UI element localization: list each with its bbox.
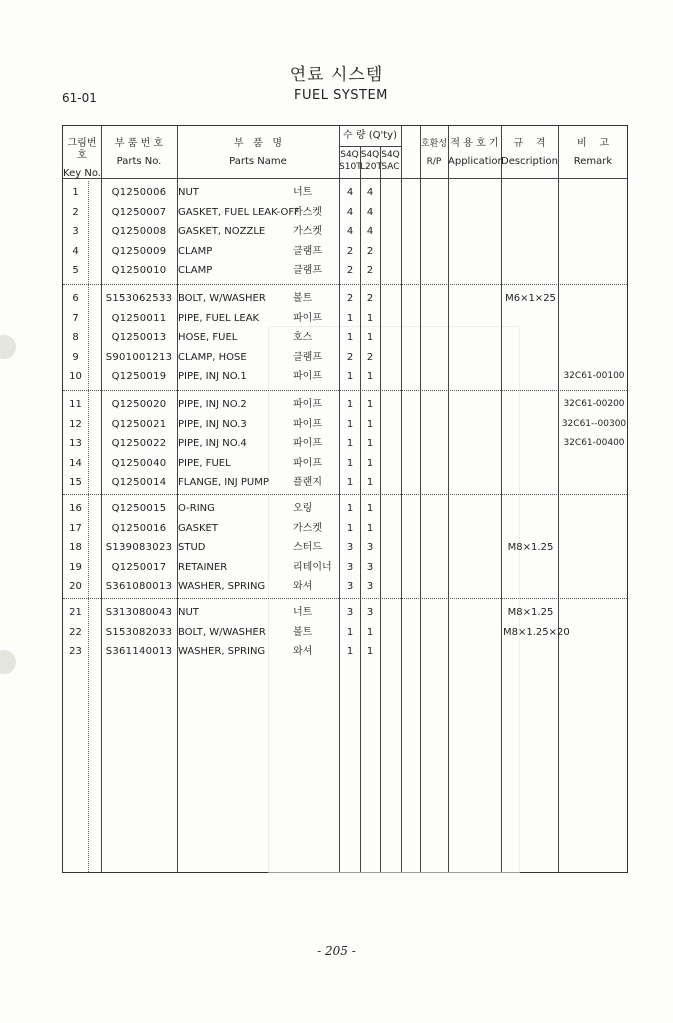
part-name-korean: 파이프 — [293, 457, 322, 469]
qty-l20t: 3 — [366, 542, 374, 554]
part-name: GASKET, NOZZLE — [178, 226, 266, 238]
page-title-korean: 연료 시스템 — [289, 65, 384, 85]
table-row — [63, 261, 627, 280]
part-name-korean: 너트 — [293, 607, 313, 618]
description: M8×1.25×20 — [503, 626, 570, 638]
key-no: 11 — [69, 399, 82, 410]
qty-s10t: 1 — [346, 477, 354, 489]
header-application: 적 용 호 기 Application — [448, 138, 504, 167]
key-no: 7 — [72, 312, 79, 324]
part-number: Q1250007 — [111, 206, 167, 218]
qty-s10t: 2 — [346, 293, 354, 304]
qty-l20t: 1 — [366, 522, 374, 534]
qty-s10t: 2 — [346, 265, 354, 277]
part-number: Q1250014 — [111, 477, 167, 489]
qty-l20t: 3 — [366, 561, 374, 573]
part-name-korean: 파이프 — [293, 418, 322, 430]
remark: 32C61-00200 — [563, 399, 625, 409]
part-name-korean: 너트 — [293, 187, 313, 198]
part-name-korean: 가스켓 — [293, 226, 322, 238]
key-no: 5 — [72, 265, 79, 277]
qty-s10t: 1 — [346, 626, 354, 638]
part-name-korean: 와셔 — [293, 646, 313, 658]
part-number: S361140013 — [105, 646, 173, 658]
header-parts-name: 부 품 명 Parts Name — [229, 138, 287, 167]
part-name: FLANGE, INJ PUMP — [178, 477, 269, 489]
part-name-korean: 와셔 — [293, 581, 313, 593]
qty-l20t: 1 — [366, 503, 374, 514]
qty-l20t: 1 — [366, 371, 374, 383]
part-number: Q1250011 — [111, 312, 167, 324]
table-row — [63, 434, 627, 453]
part-name: O-RING — [178, 503, 215, 514]
key-no: 23 — [69, 646, 82, 658]
part-name-korean: 클램프 — [293, 245, 322, 257]
part-name: RETAINER — [178, 561, 228, 573]
part-name: PIPE, INJ NO.3 — [178, 418, 247, 430]
qty-l20t: 2 — [366, 265, 374, 277]
part-name: GASKET — [178, 522, 218, 534]
part-name: PIPE, INJ NO.1 — [178, 371, 247, 383]
header-parts-no: 부 품 번 호 Parts No. — [114, 138, 164, 167]
part-number: S153062533 — [105, 293, 173, 304]
header-rp: 호환성 R/P — [420, 139, 448, 167]
part-name-korean: 가스켓 — [293, 206, 322, 218]
part-name: CLAMP — [178, 245, 213, 257]
remark: 32C61--00300 — [561, 418, 627, 429]
qty-l20t: 1 — [366, 457, 374, 469]
table-row — [63, 309, 627, 328]
part-number: Q1250010 — [111, 265, 167, 277]
table-row — [63, 623, 627, 642]
part-name-korean: 가스켓 — [293, 522, 322, 534]
qty-s10t: 1 — [346, 522, 354, 534]
qty-s10t: 3 — [346, 542, 354, 554]
table-row — [63, 519, 627, 538]
part-name-korean: 파이프 — [293, 399, 322, 410]
qty-l20t: 1 — [366, 312, 374, 324]
part-number: S901001213 — [105, 351, 173, 363]
key-no: 21 — [69, 607, 82, 618]
part-number: Q1250040 — [111, 457, 167, 469]
qty-l20t: 2 — [366, 245, 374, 257]
part-name-korean: 파이프 — [293, 371, 322, 383]
key-no: 15 — [69, 477, 82, 489]
table-row — [63, 289, 627, 308]
part-number: Q1250015 — [111, 503, 167, 514]
table-row — [63, 577, 627, 596]
punch-hole-bottom — [0, 650, 16, 674]
qty-s10t: 1 — [346, 399, 354, 410]
qty-s10t: 1 — [346, 371, 354, 383]
key-no: 20 — [69, 581, 82, 593]
header-key-no: 그림번호 Key No. — [63, 138, 101, 179]
table-row — [63, 454, 627, 473]
table-row — [63, 328, 627, 347]
part-number: S153082033 — [105, 626, 173, 638]
description: M6×1×25 — [505, 293, 556, 304]
key-no: 22 — [69, 626, 82, 638]
part-name: GASKET, FUEL LEAK-OFF — [178, 206, 300, 218]
part-number: Q1250021 — [111, 418, 167, 430]
description: M8×1.25 — [507, 607, 554, 618]
part-number: Q1250017 — [111, 561, 167, 573]
table-row — [63, 395, 627, 414]
table-row — [63, 642, 627, 661]
key-no: 19 — [69, 561, 82, 573]
part-number: Q1250013 — [111, 332, 167, 344]
key-no: 3 — [72, 226, 79, 238]
page-title-english: FUEL SYSTEM — [294, 88, 388, 103]
part-name: WASHER, SPRING — [178, 581, 266, 593]
part-name: CLAMP — [178, 265, 213, 277]
part-name: BOLT, W/WASHER — [178, 293, 266, 304]
table-row — [63, 538, 627, 557]
qty-s10t: 1 — [346, 646, 354, 658]
qty-l20t: 4 — [366, 187, 374, 198]
part-name-korean: 클램프 — [293, 265, 322, 277]
key-no: 10 — [69, 371, 82, 383]
qty-s10t: 2 — [346, 245, 354, 257]
part-name: NUT — [178, 187, 199, 198]
qty-l20t: 1 — [366, 399, 374, 410]
qty-s10t: 2 — [346, 351, 354, 363]
qty-l20t: 2 — [366, 351, 374, 363]
table-row — [63, 473, 627, 492]
key-no: 4 — [72, 245, 79, 257]
part-name-korean: 파이프 — [293, 312, 322, 324]
part-name: NUT — [178, 607, 199, 618]
part-name-korean: 스터드 — [293, 542, 322, 554]
key-no: 17 — [69, 522, 82, 534]
header-remark: 비 고 Remark — [573, 138, 613, 167]
table-row — [63, 222, 627, 241]
part-name: CLAMP, HOSE — [178, 351, 247, 363]
qty-l20t: 1 — [366, 438, 374, 450]
part-name-korean: 리테이너 — [293, 561, 332, 573]
part-number: Q1250009 — [111, 245, 167, 257]
qty-s10t: 3 — [346, 607, 354, 618]
qty-l20t: 1 — [366, 332, 374, 344]
part-name-korean: 파이프 — [293, 438, 322, 450]
part-number: Q1250008 — [111, 226, 167, 238]
table-row — [63, 499, 627, 518]
header-qty-s10t: S4Q S10T — [339, 150, 362, 172]
part-name-korean: 볼트 — [293, 626, 313, 638]
part-number: S313080043 — [105, 607, 173, 618]
part-number: S361080013 — [105, 581, 173, 593]
part-number: Q1250020 — [111, 399, 167, 410]
part-name: STUD — [178, 542, 206, 554]
part-name: BOLT, W/WASHER — [178, 626, 266, 638]
qty-s10t: 4 — [346, 206, 354, 218]
table-row — [63, 367, 627, 386]
part-number: S139083023 — [105, 542, 173, 554]
key-no: 6 — [72, 293, 79, 304]
punch-hole-top — [0, 335, 16, 359]
part-name-korean: 호스 — [293, 332, 313, 344]
header-qty-sac: S4Q SAC — [381, 150, 400, 172]
part-name: WASHER, SPRING — [178, 646, 266, 658]
qty-s10t: 1 — [346, 457, 354, 469]
part-number: Q1250006 — [111, 187, 167, 198]
part-name: PIPE, INJ NO.4 — [178, 438, 247, 450]
part-name-korean: 오링 — [293, 503, 313, 514]
part-number: Q1250019 — [111, 371, 167, 383]
remark: 32C61-00400 — [563, 438, 625, 449]
qty-s10t: 3 — [346, 581, 354, 593]
table-row — [63, 203, 627, 222]
header-qty-l20t: S4Q L20T — [360, 150, 382, 172]
part-number: Q1250022 — [111, 438, 167, 450]
key-no: 9 — [72, 351, 79, 363]
key-no: 1 — [72, 187, 79, 198]
qty-s10t: 1 — [346, 312, 354, 324]
key-no: 8 — [72, 332, 79, 344]
qty-l20t: 1 — [366, 477, 374, 489]
part-name-korean: 볼트 — [293, 293, 313, 304]
table-row — [63, 603, 627, 622]
key-no: 16 — [69, 503, 82, 514]
qty-s10t: 3 — [346, 561, 354, 573]
part-name-korean: 플랜지 — [293, 477, 322, 489]
qty-s10t: 1 — [346, 418, 354, 430]
page-number: - 205 - — [317, 944, 356, 958]
part-name: PIPE, FUEL — [178, 457, 231, 469]
part-name: HOSE, FUEL — [178, 332, 238, 344]
description: M8×1.25 — [507, 542, 554, 554]
qty-l20t: 4 — [366, 206, 374, 218]
key-no: 12 — [69, 418, 82, 430]
qty-l20t: 1 — [366, 646, 374, 658]
table-row — [63, 183, 627, 202]
key-no: 2 — [72, 206, 79, 218]
part-name: PIPE, FUEL LEAK — [178, 312, 260, 324]
qty-s10t: 4 — [346, 226, 354, 238]
table-row — [63, 348, 627, 367]
qty-l20t: 1 — [366, 418, 374, 430]
table-row — [63, 242, 627, 261]
table-row — [63, 415, 627, 434]
header-quantity: 수 량 (Q'ty) — [343, 130, 397, 141]
qty-s10t: 4 — [346, 187, 354, 198]
part-name: PIPE, INJ NO.2 — [178, 399, 247, 410]
qty-s10t: 1 — [346, 438, 354, 450]
qty-s10t: 1 — [346, 503, 354, 514]
qty-l20t: 3 — [366, 607, 374, 618]
key-no: 13 — [69, 438, 82, 450]
key-no: 18 — [69, 542, 82, 554]
qty-l20t: 2 — [366, 293, 374, 304]
remark: 32C61-00100 — [563, 371, 625, 382]
qty-l20t: 3 — [366, 581, 374, 593]
table-row — [63, 558, 627, 577]
header-description: 규 격 Description — [501, 138, 558, 167]
qty-l20t: 1 — [366, 626, 374, 638]
part-number: Q1250016 — [111, 522, 167, 534]
part-name-korean: 클램프 — [293, 351, 322, 363]
parts-table — [62, 125, 628, 873]
qty-s10t: 1 — [346, 332, 354, 344]
qty-l20t: 4 — [366, 226, 374, 238]
section-id: 61-01 — [62, 91, 97, 105]
key-no: 14 — [69, 457, 82, 469]
